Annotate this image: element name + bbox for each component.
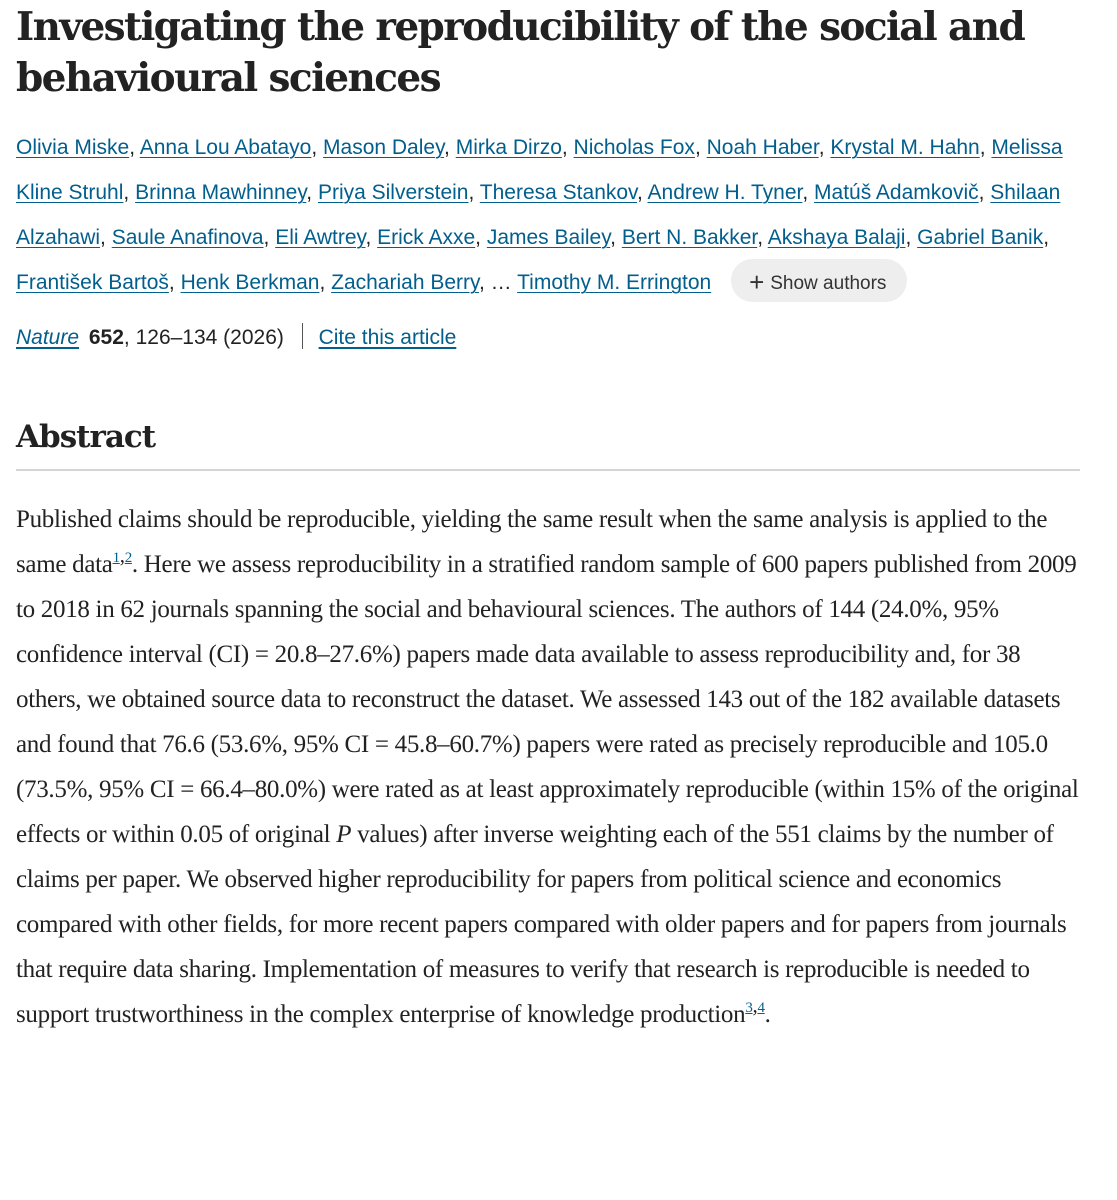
abstract-heading: Abstract: [16, 417, 1080, 471]
show-authors-label: Show authors: [770, 272, 887, 294]
reference-link[interactable]: 2: [124, 550, 132, 567]
author-ellipsis: …: [490, 271, 512, 294]
author-link[interactable]: Akshaya Balaji: [767, 226, 906, 249]
reference-link[interactable]: 1: [112, 550, 120, 567]
reference-link[interactable]: 4: [757, 1000, 765, 1017]
author-list: Olivia Miske, Anna Lou Abatayo, Mason Daley, Mirka Dirzo, Nicholas Fox, Noah Haber, Krystal M. Hahn, Melissa Kline Struhl, Brinna Mawhinney, Priya Silverstein, Theresa Stankov, Andrew H. Tyner, Matúš Adamkovič, Shilaan Alzahawi, Saule Anafinova, Eli Awtrey, Erick Axxe, James Bailey, Bert N. Bakker, Akshaya Balaji, Gabriel Banik, František Bartoš, Henk Berkman, Zachariah Berry, … Timothy M. Errington + Show authors: [16, 125, 1080, 305]
author-link[interactable]: František Bartoš: [16, 271, 169, 294]
author-link[interactable]: Gabriel Banik: [917, 226, 1044, 249]
author-link[interactable]: James Bailey: [486, 226, 611, 249]
reference-link[interactable]: 3: [745, 1000, 753, 1017]
author-link-last[interactable]: Timothy M. Errington: [517, 271, 712, 294]
author-link[interactable]: Mirka Dirzo: [455, 136, 562, 159]
author-link[interactable]: Henk Berkman: [180, 271, 320, 294]
author-link[interactable]: Theresa Stankov: [479, 181, 637, 204]
volume-number: 652: [88, 326, 124, 349]
abstract-text: [16, 497, 1080, 1037]
article-title: Investigating the reproducibility of the social and behavioural sciences: [16, 4, 1025, 101]
pages-year: , 126–134 (2026): [123, 326, 284, 349]
reference-separator: ,: [752, 993, 758, 1018]
abstract-segment: values) after inverse weighting each of the 551 claims by the number of claims per paper. We observed higher reproducibility for papers from political science and economics compared with other fields, for more recent papers compared with older papers and for papers from journals that require data sharing. Implementation of measures to verify that research is reproducible is needed to support trustworthiness in the complex enterprise of knowledge production: [16, 820, 1067, 1028]
author-link[interactable]: Zachariah Berry: [331, 271, 479, 294]
author-link[interactable]: Shilaan Alzahawi: [16, 181, 1061, 249]
author-link[interactable]: Noah Haber: [706, 136, 819, 159]
author-link[interactable]: Saule Anafinova: [111, 226, 264, 249]
author-link[interactable]: Brinna Mawhinney: [135, 181, 307, 204]
author-link[interactable]: Nicholas Fox: [573, 136, 695, 159]
author-link[interactable]: Anna Lou Abatayo: [139, 136, 312, 159]
plus-icon: +: [749, 266, 765, 297]
reference-separator: ,: [119, 543, 125, 568]
cite-article-link[interactable]: Cite this article: [318, 326, 457, 349]
author-link[interactable]: Mason Daley: [323, 136, 445, 159]
divider: [302, 323, 303, 349]
author-link[interactable]: Erick Axxe: [377, 226, 476, 249]
abstract-segment: . Here we assess reproducibility in a stratified random sample of 600 papers published from 2009 to 2018 in 62 journals spanning the social and behavioural sciences. The authors of 144 (24.0%, 95% confidence interval (CI) = 20.8–27.6%) papers made data available to assess reproducibility and, for 38 others, we obtained source data to reconstruct the dataset. We assessed 143 out of the 182 available datasets and found that 76.6 (53.6%, 95% CI = 45.8–60.7%) papers were rated as precisely reproducible and 105.0 (73.5%, 95% CI = 66.4–80.0%) were rated as at least approximately reproducible (within 15% of the original effects or within 0.05 of original: [16, 550, 1079, 848]
author-link[interactable]: Priya Silverstein: [317, 181, 469, 204]
journal-link[interactable]: Nature: [16, 326, 80, 349]
author-link[interactable]: Andrew H. Tyner: [647, 181, 803, 204]
author-link[interactable]: Bert N. Bakker: [621, 226, 758, 249]
reference-superscript: [745, 993, 764, 1017]
citation-line: [16, 323, 1080, 353]
author-link[interactable]: Melissa Kline Struhl: [16, 136, 1063, 204]
p-value-symbol: P: [336, 820, 352, 848]
abstract-segment: .: [764, 1000, 771, 1028]
abstract-segment: Published claims should be reproducible, yielding the same result when the same analysis is applied to the same data: [16, 505, 1048, 578]
show-authors-button[interactable]: [731, 259, 907, 302]
article-page: [16, 0, 1080, 1062]
author-link[interactable]: Krystal M. Hahn: [830, 136, 980, 159]
reference-superscript: [113, 543, 132, 567]
author-link[interactable]: Matúš Adamkovič: [814, 181, 979, 204]
author-link[interactable]: Eli Awtrey: [275, 226, 366, 249]
author-link[interactable]: Olivia Miske: [16, 136, 130, 159]
